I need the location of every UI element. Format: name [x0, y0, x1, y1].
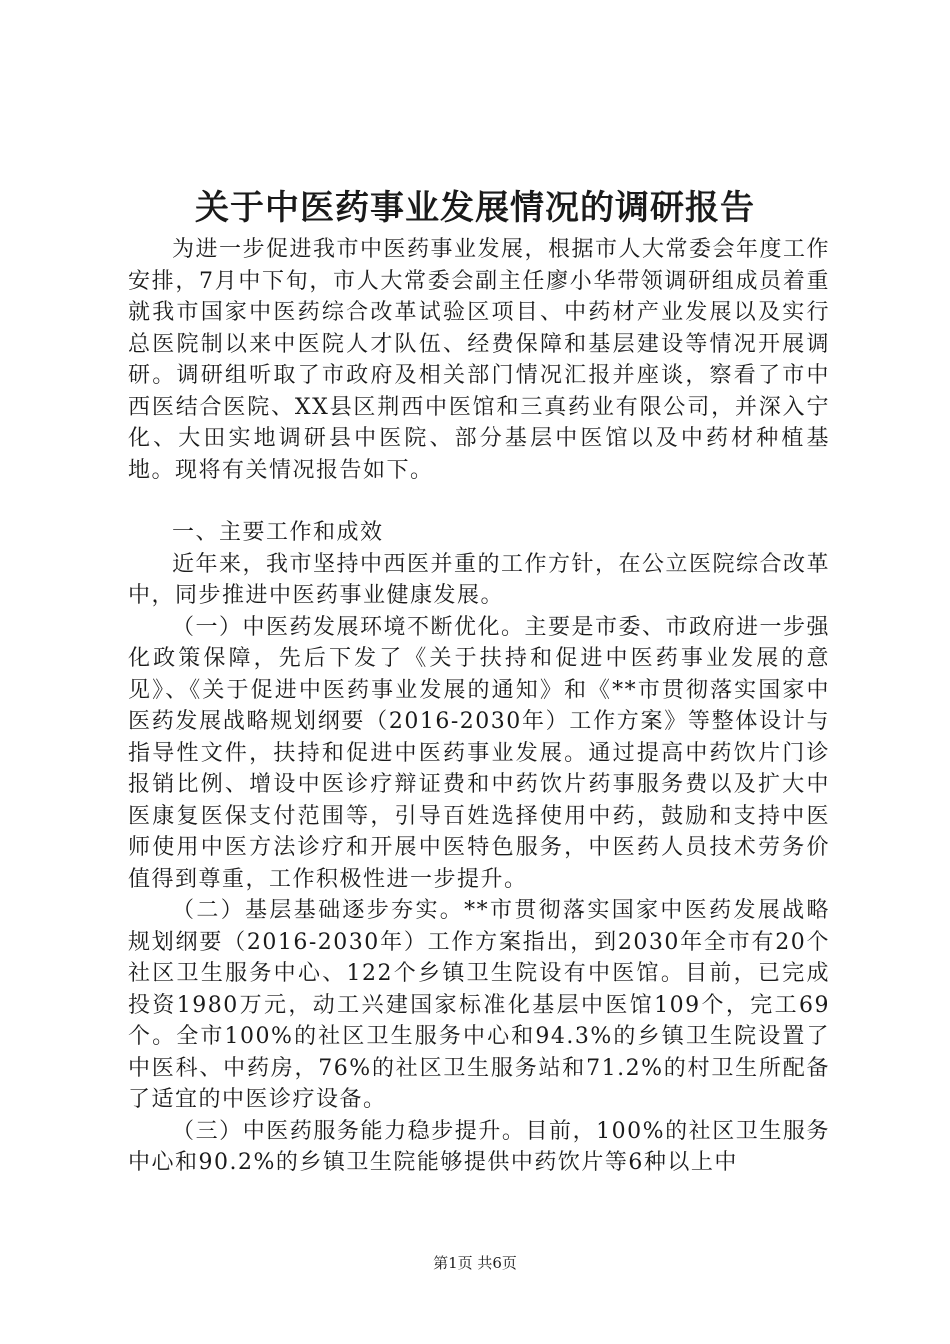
- section-intro-paragraph: 近年来，我市坚持中西医并重的工作方针，在公立医院综合改革中，同步推进中医药事业健康发展。: [128, 551, 831, 608]
- intro-paragraph: 为进一步促进我市中医药事业发展，根据市人大常委会年度工作安排，7月中下旬，市人大常委会副主任廖小华带领调研组成员着重就我市国家中医药综合改革试验区项目、中药材产业发展以及实行总医院制以来中医院人才队伍、经费保障和基层建设等情况开展调研。调研组听取了市政府及相关部门情况汇报并座谈，察看了市中西医结合医院、XX县区荆西中医馆和三真药业有限公司，并深入宁化、大田实地调研县中医院、部分基层中医馆以及中药材种植基地。现将有关情况报告如下。: [128, 237, 831, 483]
- paragraph-environment: （一）中医药发展环境不断优化。主要是市委、市政府进一步强化政策保障，先后下发了《关于扶持和促进中医药事业发展的意见》、《关于促进中医药事业发展的通知》和《**市贯彻落实国家中医药发展战略规划纲要（2016-2030年）工作方案》等整体设计与指导性文件，扶持和促进中医药事业发展。通过提高中药饮片门诊报销比例、增设中医诊疗辩证费和中药饮片药事服务费以及扩大中医康复医保支付范围等，引导百姓选择使用中药，鼓励和支持中医师使用中医方法诊疗和开展中医特色服务，中医药人员技术劳务价值得到尊重，工作积极性进一步提升。: [128, 614, 831, 892]
- section-heading-main-work: 一、主要工作和成效: [172, 520, 384, 545]
- paragraph-service-capacity: （三）中医药服务能力稳步提升。目前，100%的社区卫生服务中心和90.2%的乡镇卫生院能够提供中药饮片等6种以上中: [128, 1118, 830, 1175]
- document-title: 关于中医药事业发展情况的调研报告: [195, 188, 755, 228]
- document-body: [128, 234, 830, 1179]
- page-number-footer: 第1页 共6页: [433, 1254, 517, 1272]
- paragraph-grassroots: （二）基层基础逐步夯实。**市贯彻落实国家中医药发展战略规划纲要（2016-2030年）工作方案指出，到2030年全市有20个社区卫生服务中心、122个乡镇卫生院设有中医馆。目前，已完成投资1980万元，动工兴建国家标准化基层中医馆109个，完工69个。全市100%的社区卫生服务中心和94.3%的乡镇卫生院设置了中医科、中药房，76%的社区卫生服务站和71.2%的村卫生所配备了适宜的中医诊疗设备。: [128, 898, 830, 1112]
